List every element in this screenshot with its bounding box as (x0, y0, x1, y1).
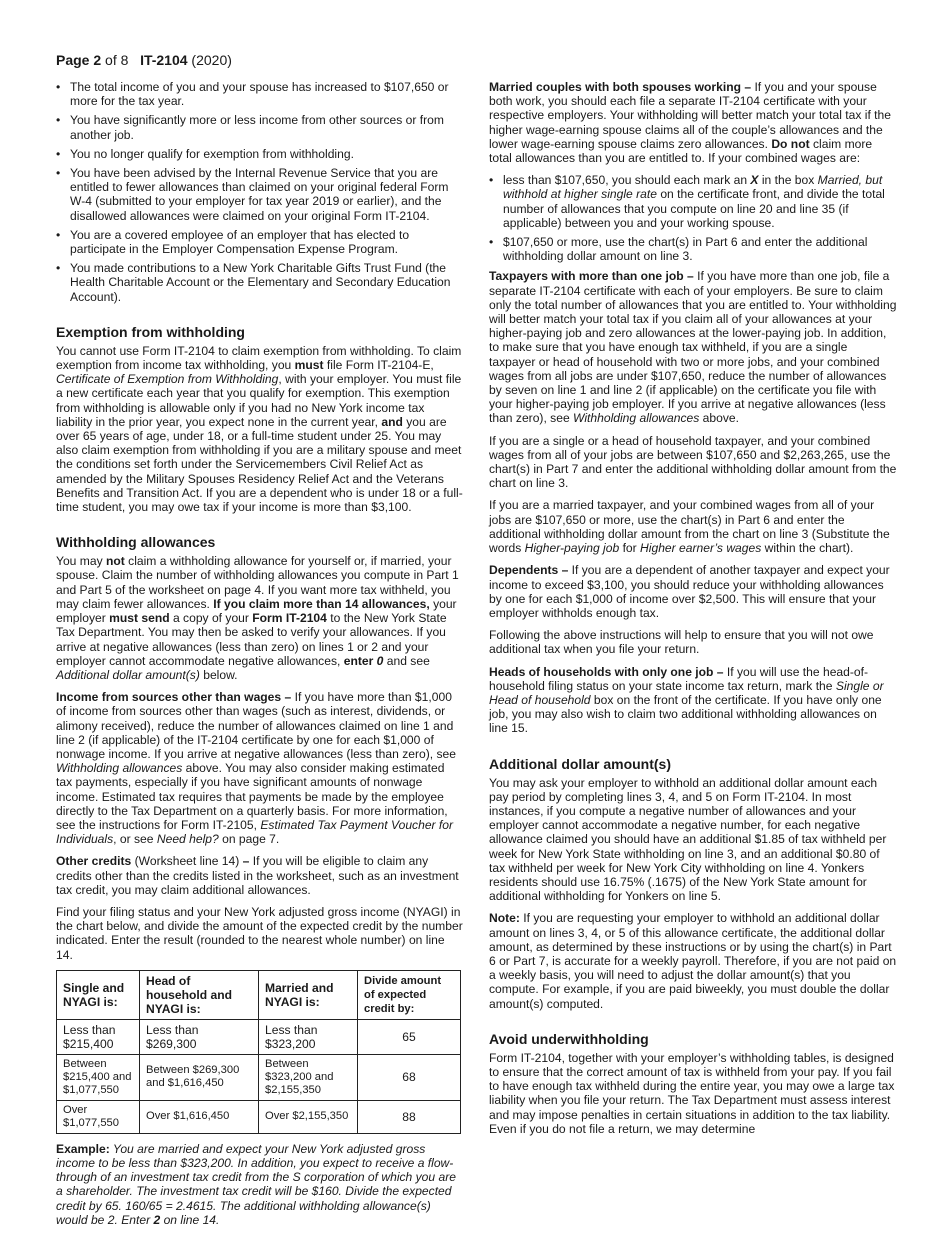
list-item: • You have been advised by the Internal Revenue Service that you are entitled to fewer allowances than claimed on your original federal Form W-4 (submitted to your employer for tax year 2019 or earlier), and the disallowed allowances were claimed on your original Form IT-2104. (56, 166, 463, 223)
table-cell: 68 (358, 1054, 461, 1100)
table-cell: Between $323,200 and $2,155,350 (259, 1054, 358, 1100)
list-item: • You no longer qualify for exemption from withholding. (56, 147, 463, 161)
table-header-row (57, 970, 461, 1019)
table-cell: 65 (358, 1019, 461, 1054)
table-cell: Between $215,400 and $1,077,550 (57, 1054, 140, 1100)
reasons-list (56, 80, 463, 304)
married-couples-paragraph: Married couples with both spouses working – If you and your spouse both work, you should each file a separate IT-2104 certificate with your respective employers. Your withholding will better match your total tax if the higher wage-earning spouse claims all of the couple’s allowances and the lower wage-earning spouse claims zero allowances. Do not claim more total allowances than you are entitled to. If your combined wages are: (489, 80, 891, 166)
avoid-paragraph: Form IT-2104, together with your employer’s withholding tables, is designed to ensure that the correct amount of tax is withheld from your pay. If you fail to have enough tax withheld during the entire year, you may owe a large tax liability when you file your return. The Tax Department must assess interest and may impose penalties in certain situations in addition to the tax liability. Even if you do not file a return, we may determine (489, 1050, 895, 1136)
form-number: IT-2104 (140, 52, 188, 68)
list-item: • You have significantly more or less income from other sources or from another job. (56, 113, 463, 141)
exemption-paragraph: You cannot use Form IT-2104 to claim exemption from withholding. To claim exemption from income tax withholding, you must file Form IT-2104-E, Certificate of Exemption from Withholding, with your employer. You must file a new certificate each year that you qualify for exemption. This exemption from withholding is allowable only if you had no New York income tax liability in the prior year, you expect none in the current year, and you are over 65 years of age, under 18, or a full-time student under 25. You may also claim exemption from withholding if you are a military spouse and meet the conditions set forth under the Servicemembers Civil Relief Act as amended by the Military Spouses Residency Relief Act and the Veterans Benefits and Transition Act. If you are a dependent who is under 18 or a full-time student, you may owe tax if your income is more than $3,100. (56, 343, 463, 515)
table-cell: 88 (358, 1100, 461, 1133)
heads-one-job-paragraph: Heads of households with only one job – If you will use the head-of-household filing status on your state income tax return, mark the Single or Head of household box on the front of the certificate. If you have only one job, you may also wish to claim two additional withholding allowances on line 15. (489, 664, 884, 736)
form-year: (2020) (187, 52, 232, 68)
withholding-paragraph: You may not claim a withholding allowance for yourself or, if married, your spouse. Claim the number of withholding allowances you compute in Part 1 and Part 5 of the worksheet on page 4. If you want more tax withheld, you may claim fewer allowances. If you claim more than 14 allowances, your employer must send a copy of your Form IT-2104 to the New York State Tax Department. You may then be asked to verify your allowances. If you arrive at negative allowances (less than zero) on lines 1 or 2 and your employer cannot accommodate negative allowances, enter 0 and see Additional dollar amount(s) below. (56, 554, 459, 682)
married-taxpayer-paragraph: If you are a married taxpayer, and your combined wages from all of your jobs are $107,650 or more, use the chart(s) in Part 6 and enter the additional withholding dollar amount from the chart on line 3 (Substitute the words Higher-paying job for Higher earner’s wages within the chart). (489, 498, 890, 556)
other-credits-paragraph: Other credits (Worksheet line 14) – If you will be eligible to claim any credits other than the credits listed in the worksheet, such as an investment tax credit, you may claim additional allowances. (56, 854, 459, 897)
following-paragraph: Following the above instructions will help to ensure that you will not owe additional tax when you file your return. (489, 628, 874, 657)
table-header: Divide amount of expected credit by: (358, 970, 461, 1019)
left-column (56, 80, 463, 1235)
table-cell: Over $1,616,450 (140, 1100, 259, 1133)
list-item: • You made contributions to a New York Charitable Gifts Trust Fund (the Health Charitable Account or the Elementary and Secondary Education Account). (56, 261, 463, 304)
find-status-paragraph: Find your filing status and your New York adjusted gross income (NYAGI) in the chart below, and divide the amount of the expected credit by the number indicated. Enter the result (rounded to the nearest whole number) on line 14. (56, 904, 463, 962)
income-other-paragraph: Income from sources other than wages – If you have more than $1,000 of income from sources other than wages (such as interest, dividends, or alimony received), reduce the number of allowances claimed on line 1 and line 2 (if applicable) of the IT-2104 certificate by one for each $1,000 of nonwage income. If you arrive at negative allowances (less than zero), see Withholding allowances above. You may also consider making estimated tax payments, especially if you have significant amounts of nonwage income. Estimated tax requires that payments be made by the employee directly to the Tax Department on a quarterly basis. For more information, see the instructions for Form IT-2105, Estimated Tax Payment Voucher for Individuals, or see Need help? on page 7. (56, 690, 456, 847)
page-of: of 8 (101, 52, 141, 68)
table-row (57, 1054, 461, 1100)
table-cell: Less than $323,200 (259, 1019, 358, 1054)
table-cell: Less than $269,300 (140, 1019, 259, 1054)
example-paragraph: Example: You are married and expect your New York adjusted gross income to be less than $323,200. In addition, you expect to receive a flow-through of an investment tax credit from the S corporation of which you are a shareholder. The investment tax credit will be $160. Divide the expected credit by 65. 160/65 = 2.4615. The additional withholding allowance(s) would be 2. Enter 2 on line 14. (56, 1141, 456, 1227)
table-cell: Less than $215,400 (57, 1019, 140, 1054)
table-cell: Over $1,077,550 (57, 1100, 140, 1133)
credit-divisor-table (56, 970, 461, 1134)
withholding-heading: Withholding allowances (56, 534, 216, 551)
table-row (57, 1100, 461, 1133)
right-column (489, 80, 897, 1144)
list-item: • less than $107,650, you should each mark an X in the box Married, but withhold at higher single rate on the certificate front, and divide the total number of allowances that you compute on line 20 and line 35 (if applicable) between you and your working spouse. (489, 173, 897, 230)
table-cell: Between $269,300 and $1,616,450 (140, 1054, 259, 1100)
list-item: • The total income of you and your spouse has increased to $107,650 or more for the tax year. (56, 80, 463, 108)
table-row (57, 1019, 461, 1054)
more-than-one-job-paragraph: Taxpayers with more than one job – If you have more than one job, file a separate IT-2104 certificate with each of your employers. Be sure to claim only the total number of allowances that you are entitled to. Your withholding will better match your total tax if you claim all of your allowances at your higher-paying job and zero allowances at the lower-paying job. In addition, to make sure that you have enough tax withheld, if you are a single taxpayer or head of household with two or more jobs, and your combined wages from all jobs are under $107,650, reduce the number of allowances by seven on line 1 and line 2 (if applicable) on the certificate you file with your higher-paying job employer. If you arrive at negative allowances (less than zero), see Withholding allowances above. (489, 269, 897, 426)
list-item: • You are a covered employee of an employer that has elected to participate in the Employer Compensation Expense Program. (56, 228, 463, 256)
page-header (56, 53, 232, 67)
dependents-paragraph: Dependents – If you are a dependent of another taxpayer and expect your income to exceed $3,100, you should reduce your withholding allowances by one for each $1,000 of income over $2,500. This will ensure that your employer withholds enough tax. (489, 563, 890, 620)
avoid-heading: Avoid underwithholding (489, 1030, 649, 1047)
table-header: Head of household and NYAGI is: (140, 970, 259, 1019)
additional-dollar-heading: Additional dollar amount(s) (489, 755, 671, 772)
additional-dollar-paragraph: You may ask your employer to withhold an additional dollar amount each pay period by completing lines 3, 4, and 5 on Form IT-2104. In most instances, if you compute a negative number of allowances and your employer cannot accommodate a negative number, for each negative allowance claimed you should have an additional $1.85 of tax withheld per week for New York State withholding on line 3, and an additional $0.80 of tax withheld per week for New York City withholding on line 4. Yonkers residents should use 16.75% (.1675) of the New York State amount for additional withholding for Yonkers on line 5. (489, 775, 887, 904)
combined-wages-list (489, 173, 897, 263)
note-paragraph: Note: If you are requesting your employer to withhold an additional dollar amount on lines 3, 4, or 5 of this allowance certificate, the additional dollar amount, as determined by these instructions or by using the chart(s) in Part 6 or Part 7, is accurate for a weekly payroll. Therefore, if you are not paid on a weekly basis, you will need to adjust the dollar amount(s) that you compute. For example, if you are paid biweekly, you must double the dollar amount(s) computed. (489, 911, 897, 1011)
page-number: Page 2 (56, 52, 102, 68)
table-header: Married and NYAGI is: (259, 970, 358, 1019)
exemption-heading: Exemption from withholding (56, 323, 245, 340)
single-hoh-paragraph: If you are a single or a head of household taxpayer, and your combined wages from all of your jobs are between $107,650 and $2,263,265, use the chart(s) in Part 7 and enter the additional withholding dollar amount from the chart on line 3. (489, 433, 897, 491)
table-header: Single and NYAGI is: (57, 970, 140, 1019)
table-cell: Over $2,155,350 (259, 1100, 358, 1133)
list-item: • $107,650 or more, use the chart(s) in Part 6 and enter the additional withholding dollar amount on line 3. (489, 235, 897, 263)
